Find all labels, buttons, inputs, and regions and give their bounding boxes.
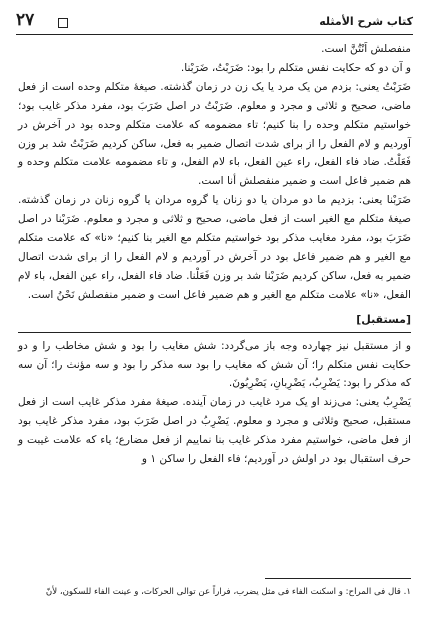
footnote: ۱. قال فی المراح: و اسکنت الفاء فی مثل یضرب، فراراً عن توالی الحرکات، و عینت الفاء للسکون، لأنّ [45, 587, 411, 597]
paragraph: و از مستقبل نیز چهارده وجه باز می‌گردد: شش مغایب را بود و شش مخاطب را و دو حکایت نفس متکلم را؛ آن شش که مغایب را بود سه مذکر را بود و سه مؤنث را؛ آن سه که مذکر را بود: یَضْرِبُ، یَضْرِبانِ، یَضْرِبُونَ. [18, 339, 411, 390]
paragraph: و آن دو که حکایت نفس متکلم را بود: ضَرَبْتُ، ضَرَبْنا. [180, 61, 411, 74]
square-icon [58, 18, 68, 28]
body-text [18, 40, 411, 469]
header-book-title: کتاب شرح الأمثله [319, 15, 413, 28]
footnote-divider [265, 578, 411, 579]
paragraph: یَضْرِبُ یعنی: می‌زند او یک مرد غایب در زمان آینده. صیغهٔ مفرد مذکر غایب است از فعل مستقبل، صحیح وثلاثی و مجرد و معلوم. یَضْرِبُ در اصل ضَرَبَ بود، مفرد مذکر غایب بود از فعل ماضی، خواستیم مفرد مذکر غایب بنا نماییم از فعل مضارع؛ یاء که علامت غیبت و حرف استقبال بود در اولش در آوردیم؛ فاء الفعل را ساکن ۱ و [18, 396, 411, 466]
page-header [16, 10, 413, 35]
page-number: ۲۷ [16, 10, 35, 30]
paragraph: ضَرَبْنا یعنی: بزدیم ما دو مردان یا دو زنان یا گروه مردان یا گروه زنان در زمان گذشته. صیغهٔ متکلم مع الغیر است از فعل ماضی، صحیح و ثلاثی و مجرد و معلوم. ضَرَبْنا در اصل ضَرَبَ بود، مفرد مغایب مذکر بود خواستیم متکلم مع الغیر بنا کنیم؛ «نا» که علامت متکلم مع الغیر و هم ضمیر فاعل بود در آخرش در آوردیم و لام الفعل را از برای شدت اتصال ضمیر به فعل، ساکن کردیم ضَرَبْنا شد بر وزن فَعَلْنا. ضاد فاء الفعل، راء عین الفعل، باء لام الفعل، «نا» علامت متکلم مع الغیر و هم ضمیر فاعل است و ضمیر منفصلش نَحْنُ است. [18, 194, 411, 301]
section-heading: [مستقبل] [18, 311, 411, 333]
paragraph: ضَرَبْتُ یعنی: بزدم من یک مرد یا یک زن در زمان گذشته. صیغهٔ متکلم وحده است از فعل ماضی، صحیح و ثلاثی و مجرد و معلوم. ضَرَبْتُ در اصل ضَرَبَ بود، مفرد مذکر غایب بود؛ خواستیم متکلم وحده را بنا کنیم؛ تاء مضمومه که علامت متکلم وحده بود در آخرش در آوردیم و لام الفعل را از برای شدت اتصال ضمیر به فعل، ساکن کردیم ضَرَبْتُ شد بر وزن فَعَلْتُ. ضاد فاء الفعل، راء عین الفعل، باء لام الفعل، و تاء مضمومه علامت متکلم وحده و هم ضمیر فاعل است و ضمیر منفصلش أنا است. [18, 80, 411, 188]
paragraph: منفصلش اَنْتُنَّ است. [321, 43, 411, 55]
